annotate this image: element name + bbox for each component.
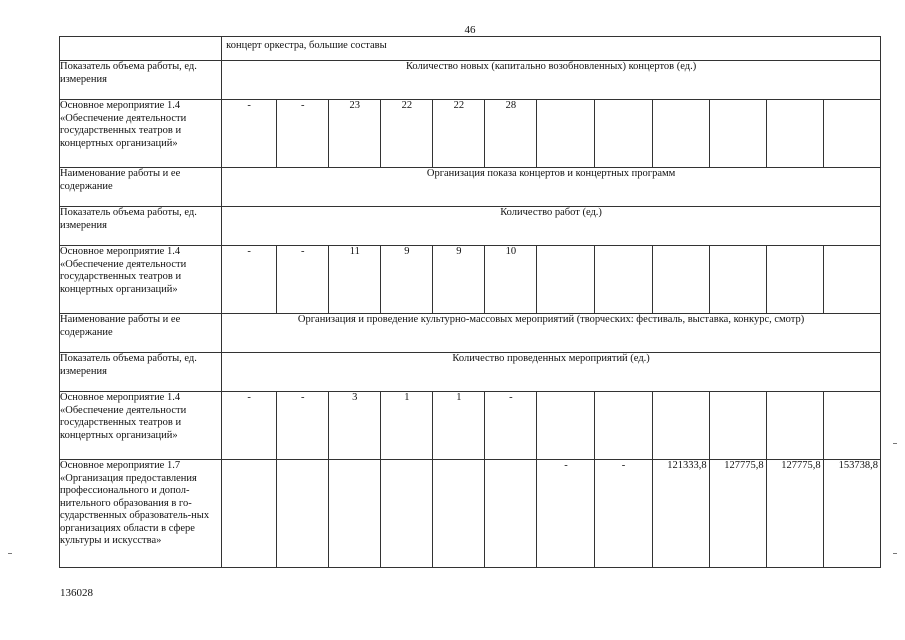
margin-mark bbox=[893, 553, 897, 554]
value-cell bbox=[823, 100, 880, 168]
value-cell: 28 bbox=[485, 100, 537, 168]
row-label: Основное мероприятие 1.4 «Обеспечение деятельности государственных театров и концертных организаций» bbox=[60, 246, 222, 314]
row-label: Основное мероприятие 1.7 «Организация предоставления профессионального и допол-нительного образования в го-сударственных образователь-ных организациях области в сфере культуры и искусства» bbox=[60, 460, 222, 568]
value-cell: 23 bbox=[329, 100, 381, 168]
value-cell: - bbox=[277, 392, 329, 460]
value-cell: 153738,8 bbox=[823, 460, 880, 568]
value-cell bbox=[433, 460, 485, 568]
value-cell bbox=[595, 392, 652, 460]
value-cell bbox=[823, 392, 880, 460]
row-label: Показатель объема работы, ед. измерения bbox=[60, 207, 222, 246]
value-cell: - bbox=[277, 100, 329, 168]
value-cell: 3 bbox=[329, 392, 381, 460]
table-row bbox=[60, 100, 881, 168]
value-cell bbox=[485, 460, 537, 568]
value-cell: 1 bbox=[381, 392, 433, 460]
row-label: Показатель объема работы, ед. измерения bbox=[60, 353, 222, 392]
row-label: Основное мероприятие 1.4 «Обеспечение деятельности государственных театров и концертных организаций» bbox=[60, 100, 222, 168]
page-number: 46 bbox=[464, 24, 476, 36]
table-row bbox=[60, 353, 881, 392]
merged-cell: Количество работ (ед.) bbox=[222, 207, 881, 246]
value-cell bbox=[709, 100, 766, 168]
value-cell: - bbox=[485, 392, 537, 460]
value-cell bbox=[766, 100, 823, 168]
value-cell: 9 bbox=[433, 246, 485, 314]
value-cell bbox=[766, 246, 823, 314]
merged-cell: Организация и проведение культурно-массовых мероприятий (творческих: фестиваль, выставка, конкурс, смотр) bbox=[222, 314, 881, 353]
margin-mark bbox=[893, 443, 897, 444]
value-cell bbox=[766, 392, 823, 460]
value-cell bbox=[537, 246, 595, 314]
row-label: Наименование работы и ее содержание bbox=[60, 168, 222, 207]
value-cell bbox=[537, 392, 595, 460]
merged-cell: Организация показа концертов и концертных программ bbox=[222, 168, 881, 207]
value-cell: - bbox=[537, 460, 595, 568]
merged-cell: Количество проведенных мероприятий (ед.) bbox=[222, 353, 881, 392]
merged-cell: концерт оркестра, большие составы bbox=[222, 37, 881, 61]
value-cell bbox=[652, 100, 709, 168]
value-cell bbox=[652, 246, 709, 314]
value-cell bbox=[329, 460, 381, 568]
value-cell bbox=[595, 246, 652, 314]
table-row bbox=[60, 246, 881, 314]
table-row bbox=[60, 61, 881, 100]
table-row bbox=[60, 314, 881, 353]
value-cell: 127775,8 bbox=[709, 460, 766, 568]
document-code: 136028 bbox=[60, 587, 93, 599]
margin-mark bbox=[8, 553, 12, 554]
table-row bbox=[60, 392, 881, 460]
value-cell bbox=[709, 246, 766, 314]
value-cell: - bbox=[222, 100, 277, 168]
table-row bbox=[60, 460, 881, 568]
table-row bbox=[60, 207, 881, 246]
value-cell bbox=[222, 460, 277, 568]
value-cell bbox=[381, 460, 433, 568]
value-cell bbox=[823, 246, 880, 314]
row-label: Показатель объема работы, ед. измерения bbox=[60, 61, 222, 100]
table-row bbox=[60, 37, 881, 61]
value-cell bbox=[277, 460, 329, 568]
table-row bbox=[60, 168, 881, 207]
value-cell bbox=[537, 100, 595, 168]
value-cell: - bbox=[277, 246, 329, 314]
value-cell: 121333,8 bbox=[652, 460, 709, 568]
value-cell: 11 bbox=[329, 246, 381, 314]
value-cell: 22 bbox=[381, 100, 433, 168]
value-cell bbox=[652, 392, 709, 460]
budget-table bbox=[59, 36, 881, 568]
value-cell: - bbox=[222, 246, 277, 314]
value-cell: 127775,8 bbox=[766, 460, 823, 568]
value-cell bbox=[709, 392, 766, 460]
row-label bbox=[60, 37, 222, 61]
merged-cell: Количество новых (капитально возобновленных) концертов (ед.) bbox=[222, 61, 881, 100]
row-label: Наименование работы и ее содержание bbox=[60, 314, 222, 353]
value-cell: 22 bbox=[433, 100, 485, 168]
value-cell bbox=[595, 100, 652, 168]
value-cell: 10 bbox=[485, 246, 537, 314]
row-label: Основное мероприятие 1.4 «Обеспечение деятельности государственных театров и концертных организаций» bbox=[60, 392, 222, 460]
value-cell: - bbox=[222, 392, 277, 460]
value-cell: - bbox=[595, 460, 652, 568]
value-cell: 1 bbox=[433, 392, 485, 460]
value-cell: 9 bbox=[381, 246, 433, 314]
